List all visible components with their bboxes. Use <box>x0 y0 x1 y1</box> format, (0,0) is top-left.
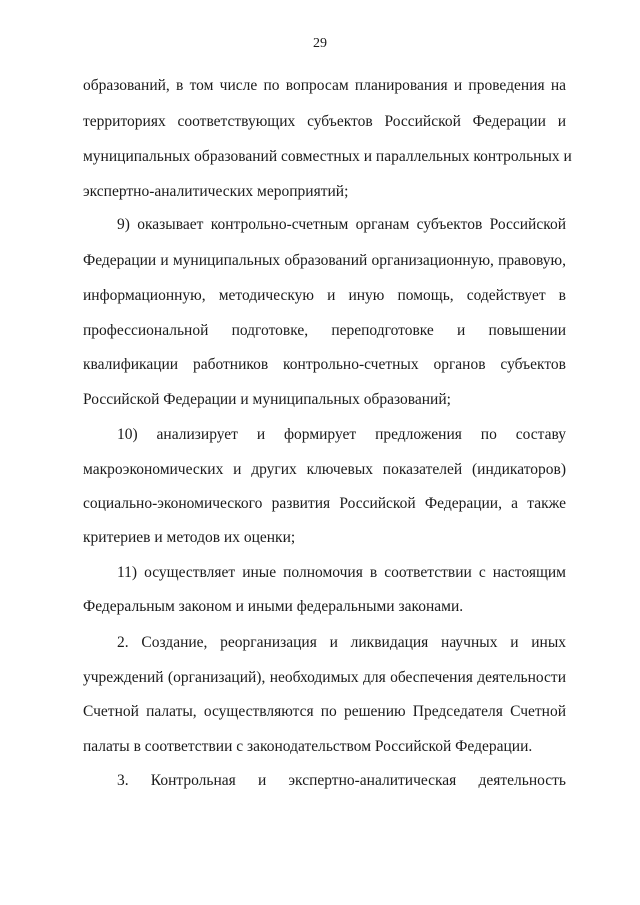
text-line: макроэкономических и других ключевых показателей (индикаторов) <box>83 461 566 478</box>
text-line: территориях соответствующих субъектов Российской Федерации и <box>83 113 566 130</box>
text-line: квалификации работников контрольно-счетных органов субъектов <box>83 356 566 373</box>
text-line: Российской Федерации и муниципальных образований; <box>83 391 451 408</box>
text-line: 3. Контрольная и экспертно-аналитическая деятельность <box>117 772 566 789</box>
page-number: 29 <box>313 36 327 51</box>
text-line: 9) оказывает контрольно-счетным органам субъектов Российской <box>117 216 566 233</box>
text-line: 10) анализирует и формирует предложения по составу <box>117 426 566 443</box>
text-line: социально-экономического развития Российской Федерации, а также <box>83 495 566 512</box>
text-line: Федеральным законом и иными федеральными законами. <box>83 598 464 615</box>
text-line: экспертно-аналитических мероприятий; <box>83 183 349 200</box>
text-line: 2. Создание, реорганизация и ликвидация научных и иных <box>117 634 566 651</box>
text-line: Федерации и муниципальных образований организационную, правовую, <box>83 252 566 269</box>
text-line: 11) осуществляет иные полномочия в соответствии с настоящим <box>117 564 566 581</box>
text-line: образований, в том числе по вопросам планирования и проведения на <box>83 77 566 94</box>
text-line: информационную, методическую и иную помощь, содействует в <box>83 287 566 304</box>
text-line: Счетной палаты, осуществляются по решению Председателя Счетной <box>83 703 566 720</box>
text-line: муниципальных образований совместных и параллельных контрольных и <box>83 148 572 165</box>
text-line: критериев и методов их оценки; <box>83 529 296 546</box>
text-line: профессиональной подготовке, переподготовке и повышении <box>83 322 566 339</box>
text-line: палаты в соответствии с законодательством Российской Федерации. <box>83 738 533 755</box>
text-line: учреждений (организаций), необходимых для обеспечения деятельности <box>83 669 566 686</box>
